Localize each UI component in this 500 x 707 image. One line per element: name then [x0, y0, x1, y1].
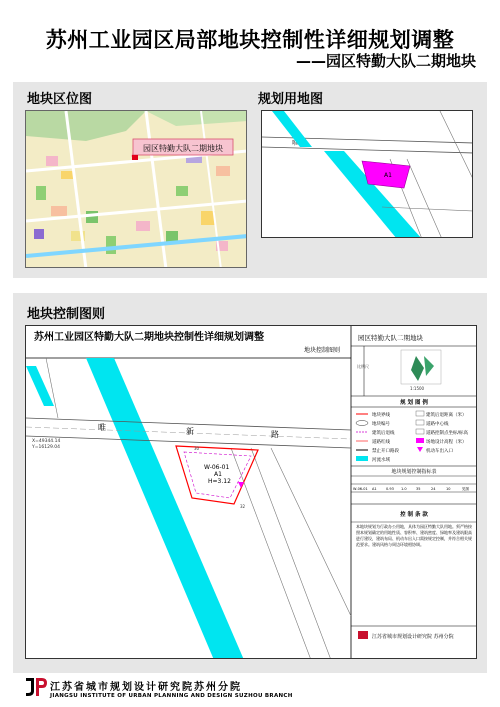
svg-text:见图: 见图	[462, 487, 469, 491]
svg-text:35: 35	[416, 487, 421, 491]
svg-text:地块编号: 地块编号	[372, 422, 390, 427]
institute-name-cn: 江苏省城市规划设计研究院苏州分院	[50, 682, 242, 693]
svg-text:10: 10	[446, 487, 451, 491]
svg-text:地块界线: 地块界线	[372, 413, 390, 418]
control-text: 本地块规划为行政办公用地，具体为园区特勤大队用地。须严格按照本规划确定的用地性质、容积率、建筑密度、绿地率及建筑限高进行建设，建筑布局、机动车出入口需按规定控制，并符合相关规范要求。建筑风格与周边环境相协调。	[356, 524, 472, 547]
planning-map	[261, 110, 473, 238]
scale-value: 1:1500	[410, 386, 425, 391]
svg-text:道路中心线: 道路中心线	[426, 422, 449, 427]
parcel-code: W-06-01	[204, 464, 230, 471]
bottom-panel	[13, 293, 487, 673]
svg-text:道路控制点坐标/标高: 道路控制点坐标/标高	[426, 431, 469, 436]
planning-parcel-label: A1	[384, 172, 392, 179]
parcel-height: H=3.12	[208, 478, 231, 485]
road-char-3: 路	[271, 430, 279, 439]
svg-text:建筑后退距离（米）: 建筑后退距离（米）	[426, 413, 467, 418]
control-map-label: 地块控制图则	[27, 307, 106, 322]
coord-x: X=49344.14	[32, 439, 61, 444]
institute-logo	[24, 676, 48, 702]
road-char-2: 新	[186, 427, 194, 436]
svg-text:30: 30	[194, 446, 200, 451]
road-char-1: 唯	[98, 423, 106, 432]
control-title: 控 制 条 款	[400, 512, 428, 518]
svg-text:1.0: 1.0	[401, 487, 407, 491]
org-name: 江苏省城市规划设计研究院 苏州分院	[372, 634, 454, 640]
location-map-label: 地块区位图	[27, 92, 93, 107]
sheet-title: 苏州工业园区特勤大队二期地块控制性详细规划调整	[34, 332, 264, 343]
svg-text:禁止开口路段: 禁止开口路段	[372, 449, 399, 454]
institute-name-en: JIANGSU INSTITUTE OF URBAN PLANNING AND DESIGN SUZHOU BRANCH	[50, 693, 293, 699]
scale-label: 比例尺	[357, 364, 369, 369]
svg-text:河流水域: 河流水域	[372, 458, 390, 463]
svg-text:A1: A1	[372, 487, 377, 491]
page-subtitle: ——园区特勤大队二期地块	[295, 52, 476, 70]
planning-map-label: 规划用地图	[258, 92, 324, 107]
page-header	[0, 0, 500, 78]
planning-road-label: 唯	[292, 140, 299, 147]
svg-text:W-06-01: W-06-01	[353, 487, 368, 491]
planning-map-graphic	[262, 111, 473, 238]
page-title: 苏州工业园区局部地块控制性详细规划调整	[45, 28, 455, 52]
org-logo	[358, 631, 368, 639]
legend-title: 规 划 图 例	[400, 400, 428, 406]
svg-text:机动车出入口: 机动车出入口	[426, 449, 453, 454]
svg-text:0.93: 0.93	[386, 487, 394, 491]
location-map	[25, 110, 247, 268]
right-title: 园区特勤大队二期地块	[358, 334, 423, 342]
location-callout-text: 园区特勤大队二期地块	[143, 144, 223, 153]
table-title: 地块规划控制指标表	[391, 469, 437, 475]
coord-y: Y=16129.04	[32, 445, 60, 450]
top-panel	[13, 82, 487, 278]
svg-text:24: 24	[431, 487, 436, 491]
svg-text:场地设计高程（米）: 场地设计高程（米）	[426, 440, 467, 445]
svg-text:道路红线: 道路红线	[372, 440, 390, 445]
svg-text:建筑后退线: 建筑后退线	[372, 431, 395, 436]
control-drawing-sheet	[25, 325, 477, 659]
control-drawing	[26, 326, 477, 659]
parcel-use: A1	[214, 471, 222, 478]
sheet-tag: 地块控制图则	[304, 347, 341, 354]
svg-text:32: 32	[240, 504, 246, 509]
location-map-graphic	[26, 111, 247, 268]
